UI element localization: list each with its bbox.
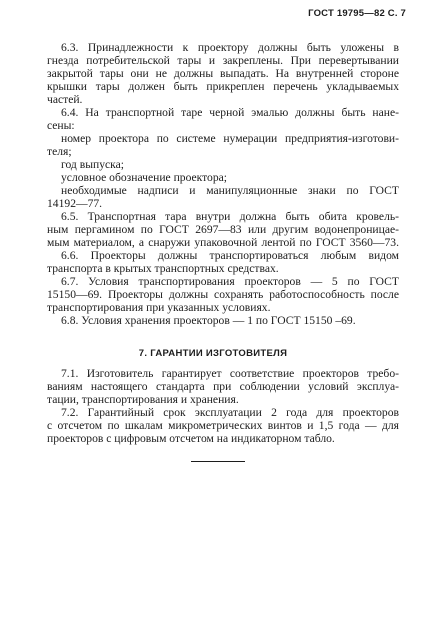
- end-rule: [191, 461, 245, 462]
- text-line: крышки тары должен быть прикреплен перечень укладываемых: [47, 80, 399, 93]
- text-line: мым материалом, а снаружи упаковочной лентой по ГОСТ 3560—73.: [47, 236, 399, 249]
- text-line: номер проектора по системе нумерации предприятия-изготови-: [61, 132, 399, 145]
- text-line: условное обозначение проектора;: [61, 171, 228, 184]
- text-line: 6.6. Проекторы должны транспортироваться любым видом: [61, 249, 399, 262]
- text-line: 7.1. Изготовитель гарантирует соответствие проекторов требо-: [61, 367, 399, 380]
- text-line: 6.4. На транспортной таре черной эмалью должны быть нане-: [61, 106, 399, 119]
- text-line: 15150—69. Проекторы должны сохранять работоспособность после: [47, 288, 399, 301]
- text-line: закрытой тары они не должны выпадать. На внутренней стороне: [47, 67, 399, 80]
- text-line: 6.8. Условия хранения проекторов — 1 по ГОСТ 15150 –69.: [61, 314, 356, 327]
- text-line: проекторов с цифровым отсчетом на индикаторном табло.: [47, 432, 335, 445]
- text-line: 6.5. Транспортная тара внутри должна быть обита кровель-: [61, 210, 399, 223]
- text-line: необходимые надписи и манипуляционные знаки по ГОСТ: [61, 184, 399, 197]
- text-line: гнезда потребительской тары и закреплены. При перевертывании: [47, 54, 399, 67]
- section-heading: 7. ГАРАНТИИ ИЗГОТОВИТЕЛЯ: [138, 348, 288, 359]
- text-line: транспортирования при указанных условиях.: [47, 301, 271, 314]
- text-line: ным пергамином по ГОСТ 2697—83 или другим водонепроницае-: [47, 223, 399, 236]
- text-line: частей.: [47, 93, 83, 106]
- text-line: 7.2. Гарантийный срок эксплуатации 2 года для проекторов: [61, 406, 399, 419]
- text-line: 14192—77.: [47, 197, 103, 210]
- text-line: теля;: [47, 145, 72, 158]
- text-line: 6.3. Принадлежности к проектору должны быть уложены в: [61, 41, 399, 54]
- text-line: тации, транспортирования и хранения.: [47, 393, 239, 406]
- text-line: сены:: [47, 119, 75, 132]
- text-line: транспорта в крытых транспортных средствах.: [47, 262, 279, 275]
- text-line: ваниям настоящего стандарта при соблюдении условий эксплуа-: [47, 380, 399, 393]
- text-line: с отсчетом по шкалам микрометрических винтов и 1,5 года — для: [47, 419, 399, 432]
- text-line: год выпуска;: [61, 158, 124, 171]
- running-head: ГОСТ 19795—82 С. 7: [308, 8, 406, 19]
- text-line: 6.7. Условия транспортирования проекторов — 5 по ГОСТ: [61, 275, 399, 288]
